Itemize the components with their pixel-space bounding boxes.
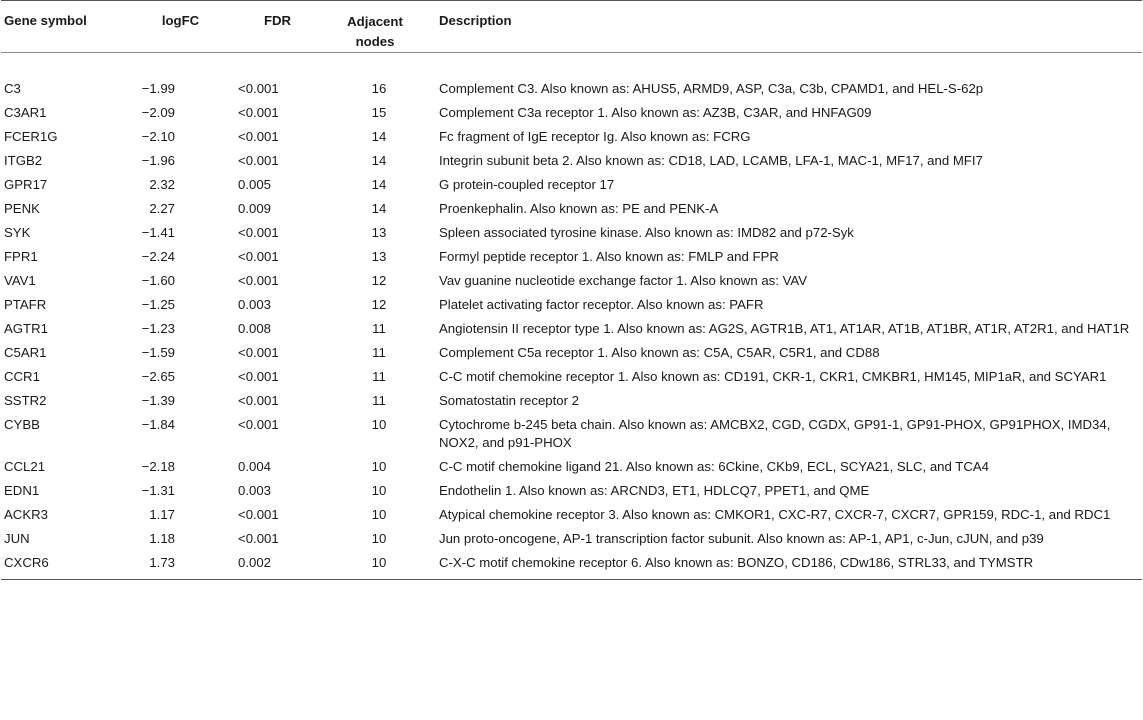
table-row	[1, 122, 1142, 146]
cell-adjacent-nodes: 10	[371, 459, 387, 474]
table-row	[1, 500, 1142, 524]
cell-logfc: −1.96	[141, 153, 175, 168]
cell-description: Complement C3a receptor 1. Also known as: AZ3B, C3AR, and HNFAG09	[439, 105, 872, 120]
table-row	[1, 410, 1142, 452]
cell-logfc: 1.17	[149, 507, 175, 522]
cell-logfc: 1.18	[149, 531, 175, 546]
cell-fdr: 0.003	[238, 483, 272, 498]
cell-gene-symbol: AGTR1	[4, 321, 48, 336]
cell-gene-symbol: FCER1G	[4, 129, 58, 144]
table-row	[1, 338, 1142, 362]
cell-adjacent-nodes: 10	[371, 483, 387, 498]
cell-fdr: <0.001	[238, 507, 279, 522]
cell-adjacent-nodes: 10	[321, 548, 429, 580]
cell-adjacent-nodes: 13	[371, 225, 387, 240]
table-row	[1, 242, 1142, 266]
cell-description: Spleen associated tyrosine kinase. Also known as: IMD82 and p72-Syk	[439, 225, 854, 240]
cell-adjacent-nodes: 11	[372, 393, 386, 408]
cell-adjacent-nodes: 12	[371, 273, 387, 288]
cell-gene-symbol: EDN1	[4, 483, 40, 498]
cell-adjacent-nodes: 12	[371, 297, 387, 312]
table-row	[1, 548, 1142, 580]
table-row	[1, 53, 1142, 99]
cell-gene-symbol: ITGB2	[4, 153, 43, 168]
cell-description: Atypical chemokine receptor 3. Also known as: CMKOR1, CXC-R7, CXCR-7, CXCR7, GPR159, RDC-1, and RDC1	[439, 507, 1111, 522]
cell-logfc: 2.32	[149, 177, 175, 192]
cell-fdr: <0.001	[238, 417, 279, 432]
cell-description: Vav guanine nucleotide exchange factor 1. Also known as: VAV	[439, 273, 808, 288]
cell-description: Cytochrome b-245 beta chain. Also known as: AMCBX2, CGD, CGDX, GP91-1, GP91-PHOX, GP91PHOX, IMD34, NOX2, and p91-PHOX	[439, 417, 1111, 450]
cell-adjacent-nodes: 14	[371, 201, 387, 216]
table-row	[1, 194, 1142, 218]
table-row	[1, 524, 1142, 548]
table-row	[1, 146, 1142, 170]
cell-adjacent-nodes: 11	[372, 345, 386, 360]
cell-gene-symbol: PTAFR	[4, 297, 47, 312]
cell-adjacent-nodes: 15	[371, 105, 387, 120]
cell-logfc: −2.10	[141, 129, 175, 144]
cell-gene-symbol: JUN	[4, 531, 30, 546]
cell-gene-symbol: VAV1	[4, 273, 36, 288]
table-row	[1, 476, 1142, 500]
header-gene-symbol: Gene symbol	[1, 1, 127, 53]
cell-logfc: −2.18	[141, 459, 175, 474]
cell-gene-symbol: FPR1	[4, 249, 38, 264]
cell-description: Formyl peptide receptor 1. Also known as: FMLP and FPR	[439, 249, 779, 264]
cell-description: G protein-coupled receptor 17	[439, 177, 615, 192]
cell-fdr: 0.004	[238, 459, 272, 474]
cell-adjacent-nodes: 10	[371, 507, 387, 522]
cell-fdr: <0.001	[238, 369, 279, 384]
cell-logfc: −1.84	[141, 417, 175, 432]
cell-logfc: −2.09	[141, 105, 175, 120]
cell-fdr: 0.003	[238, 297, 272, 312]
cell-fdr: 0.005	[238, 177, 272, 192]
cell-gene-symbol: ACKR3	[4, 507, 48, 522]
cell-fdr: <0.001	[238, 129, 279, 144]
cell-fdr: <0.001	[238, 153, 279, 168]
cell-fdr: 0.009	[238, 201, 272, 216]
table-row	[1, 218, 1142, 242]
cell-gene-symbol: GPR17	[4, 177, 48, 192]
header-adjacent-nodes	[321, 1, 429, 53]
cell-gene-symbol: SSTR2	[4, 393, 47, 408]
cell-fdr: 0.002	[234, 548, 321, 580]
cell-gene-symbol: CCL21	[4, 459, 46, 474]
header-row	[1, 1, 1142, 53]
header-adjacent-line2: nodes	[355, 34, 395, 49]
cell-logfc: −2.65	[141, 369, 175, 384]
table-row	[1, 314, 1142, 338]
cell-adjacent-nodes: 14	[371, 153, 387, 168]
cell-adjacent-nodes: 11	[372, 321, 386, 336]
cell-logfc: 2.27	[149, 201, 175, 216]
cell-fdr: 0.008	[238, 321, 272, 336]
header-fdr: FDR	[234, 1, 321, 53]
cell-fdr: <0.001	[238, 531, 279, 546]
gene-table	[1, 0, 1142, 580]
cell-fdr: <0.001	[238, 225, 279, 240]
table-row	[1, 452, 1142, 476]
cell-adjacent-nodes: 14	[371, 177, 387, 192]
table-body	[1, 53, 1142, 580]
cell-logfc: −1.59	[141, 345, 175, 360]
cell-adjacent-nodes: 13	[371, 249, 387, 264]
cell-gene-symbol: CYBB	[4, 417, 40, 432]
cell-fdr: <0.001	[238, 393, 279, 408]
cell-logfc: −1.39	[141, 393, 175, 408]
header-adjacent-line1: Adjacent	[347, 14, 403, 29]
cell-gene-symbol: C3AR1	[4, 105, 47, 120]
cell-fdr: <0.001	[238, 273, 279, 288]
header-logfc: logFC	[127, 1, 234, 53]
cell-description: Angiotensin II receptor type 1. Also known as: AG2S, AGTR1B, AT1, AT1AR, AT1B, AT1BR, AT1R, AT2R1, and HAT1R	[439, 321, 1130, 336]
cell-description: C-C motif chemokine ligand 21. Also known as: 6Ckine, CKb9, ECL, SCYA21, SLC, and TCA4	[439, 459, 989, 474]
cell-logfc: −2.24	[141, 249, 175, 264]
table-row	[1, 266, 1142, 290]
table-row	[1, 290, 1142, 314]
cell-adjacent-nodes: 14	[371, 129, 387, 144]
cell-description: Somatostatin receptor 2	[439, 393, 580, 408]
cell-description: C-C motif chemokine receptor 1. Also known as: CD191, CKR-1, CKR1, CMKBR1, HM145, MIP1aR, and SCYAR1	[439, 369, 1107, 384]
cell-logfc: −1.23	[141, 321, 175, 336]
cell-gene-symbol: CXCR6	[1, 548, 127, 580]
cell-logfc: −1.31	[141, 483, 175, 498]
cell-gene-symbol: C3	[4, 81, 21, 96]
cell-adjacent-nodes: 10	[371, 417, 387, 432]
cell-description: Integrin subunit beta 2. Also known as: CD18, LAD, LCAMB, LFA-1, MAC-1, MF17, and MFI7	[439, 153, 983, 168]
cell-description: Platelet activating factor receptor. Also known as: PAFR	[439, 297, 764, 312]
table-row	[1, 98, 1142, 122]
cell-fdr: <0.001	[238, 345, 279, 360]
cell-adjacent-nodes: 11	[372, 369, 386, 384]
cell-description: Proenkephalin. Also known as: PE and PENK-A	[439, 201, 719, 216]
cell-description: Fc fragment of IgE receptor Ig. Also known as: FCRG	[439, 129, 751, 144]
cell-logfc: −1.25	[141, 297, 175, 312]
cell-description: Complement C3. Also known as: AHUS5, ARMD9, ASP, C3a, C3b, CPAMD1, and HEL-S-62p	[439, 81, 984, 96]
cell-description: C-X-C motif chemokine receptor 6. Also known as: BONZO, CD186, CDw186, STRL33, and TYMSTR	[429, 548, 1142, 580]
table-row	[1, 386, 1142, 410]
cell-gene-symbol: SYK	[4, 225, 31, 240]
cell-description: Complement C5a receptor 1. Also known as: C5A, C5AR, C5R1, and CD88	[439, 345, 880, 360]
cell-logfc: −1.60	[141, 273, 175, 288]
header-description: Description	[429, 1, 1142, 53]
cell-fdr: <0.001	[238, 81, 279, 96]
cell-gene-symbol: CCR1	[4, 369, 40, 384]
cell-gene-symbol: PENK	[4, 201, 40, 216]
cell-adjacent-nodes: 16	[371, 81, 387, 96]
cell-description: Endothelin 1. Also known as: ARCND3, ET1, HDLCQ7, PPET1, and QME	[439, 483, 870, 498]
table-header	[1, 1, 1142, 53]
cell-fdr: <0.001	[238, 105, 279, 120]
cell-gene-symbol: C5AR1	[4, 345, 47, 360]
cell-logfc: −1.99	[141, 81, 175, 96]
cell-fdr: <0.001	[238, 249, 279, 264]
table-row	[1, 170, 1142, 194]
cell-description: Jun proto-oncogene, AP-1 transcription factor subunit. Also known as: AP-1, AP1, c-Jun, cJUN, and p39	[439, 531, 1044, 546]
cell-logfc: −1.41	[141, 225, 175, 240]
cell-adjacent-nodes: 10	[371, 531, 387, 546]
cell-logfc: 1.73	[127, 548, 234, 580]
table-row	[1, 362, 1142, 386]
